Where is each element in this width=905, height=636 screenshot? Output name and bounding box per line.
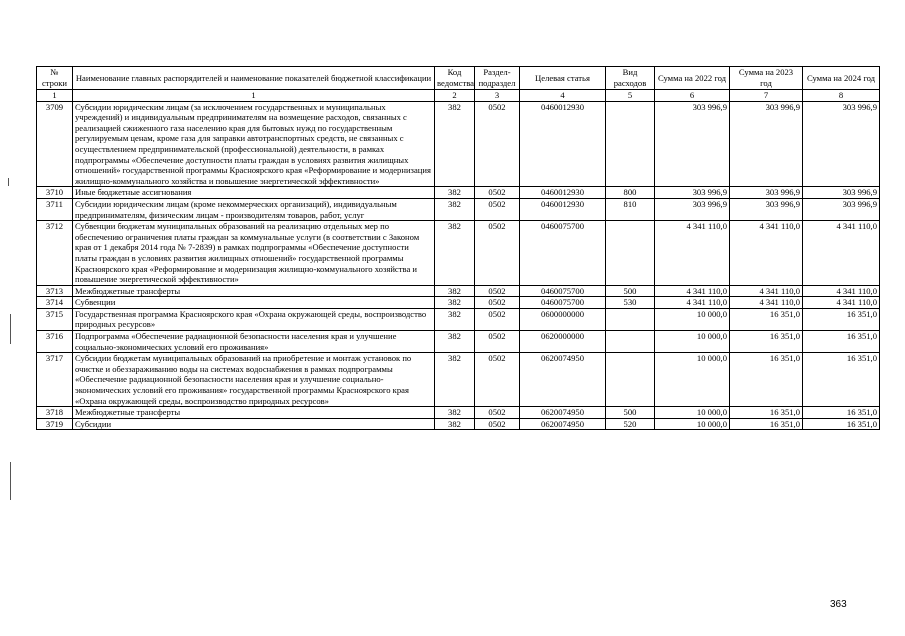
table-row xyxy=(37,353,880,407)
row-sum-2024: 16 351,0 xyxy=(803,353,880,407)
row-sum-2024: 4 341 110,0 xyxy=(803,297,880,309)
row-sum-2022: 4 341 110,0 xyxy=(655,221,730,286)
row-sum-2023: 303 996,9 xyxy=(730,198,803,220)
row-sum-2023: 303 996,9 xyxy=(730,101,803,187)
row-expense-type xyxy=(606,353,655,407)
row-sum-2024: 16 351,0 xyxy=(803,407,880,419)
row-number: 3710 xyxy=(37,187,73,199)
row-name: Субсидии юридическим лицам (кроме некоммерческих организаций), индивидуальным предпринимателям, физическим лицам - производителям товаров, работ, услуг xyxy=(73,198,435,220)
row-department-code: 382 xyxy=(435,221,475,286)
row-sum-2023: 16 351,0 xyxy=(730,407,803,419)
table-header-row xyxy=(37,67,880,90)
row-sum-2023: 303 996,9 xyxy=(730,187,803,199)
header-department-code: Код ведомства xyxy=(435,67,475,90)
row-number: 3711 xyxy=(37,198,73,220)
row-target-article: 0620074950 xyxy=(520,418,606,430)
row-number: 3712 xyxy=(37,221,73,286)
row-target-article: 0460012930 xyxy=(520,101,606,187)
scan-mark xyxy=(10,462,11,500)
table-row xyxy=(37,198,880,220)
row-department-code: 382 xyxy=(435,285,475,297)
row-target-article: 0460075700 xyxy=(520,285,606,297)
table-row xyxy=(37,221,880,286)
row-expense-type xyxy=(606,308,655,330)
column-number: 1 xyxy=(73,90,435,102)
row-number: 3714 xyxy=(37,297,73,309)
header-sum-2022: Сумма на 2022 год xyxy=(655,67,730,90)
row-section: 0502 xyxy=(475,407,520,419)
row-name: Межбюджетные трансферты xyxy=(73,407,435,419)
row-name: Субсидии бюджетам муниципальных образований на приобретение и монтаж установок по очистке и обеззараживанию воды на системах водоснабжения в рамках подпрограммы «Обеспечение радиационной безопасности населения края и улучшение социально-экономических условий его проживания» государственной программы Красноярского края «Охрана окружающей среды, воспроизводство природных ресурсов» xyxy=(73,353,435,407)
row-sum-2024: 16 351,0 xyxy=(803,418,880,430)
row-sum-2022: 10 000,0 xyxy=(655,308,730,330)
table-row xyxy=(37,331,880,353)
row-sum-2022: 303 996,9 xyxy=(655,198,730,220)
row-name: Субсидии xyxy=(73,418,435,430)
table-body xyxy=(37,101,880,430)
row-target-article: 0460075700 xyxy=(520,221,606,286)
row-sum-2022: 10 000,0 xyxy=(655,407,730,419)
row-sum-2024: 16 351,0 xyxy=(803,308,880,330)
column-number: 7 xyxy=(730,90,803,102)
row-section: 0502 xyxy=(475,187,520,199)
column-number-row xyxy=(37,90,880,102)
row-expense-type xyxy=(606,221,655,286)
row-department-code: 382 xyxy=(435,198,475,220)
row-sum-2022: 10 000,0 xyxy=(655,418,730,430)
row-sum-2023: 16 351,0 xyxy=(730,331,803,353)
row-sum-2022: 4 341 110,0 xyxy=(655,285,730,297)
row-number: 3713 xyxy=(37,285,73,297)
row-name: Подпрограмма «Обеспечение радиационной безопасности населения края и улучшение социально-экономических условий его проживания» xyxy=(73,331,435,353)
row-sum-2024: 303 996,9 xyxy=(803,187,880,199)
row-target-article: 0620000000 xyxy=(520,331,606,353)
row-sum-2022: 10 000,0 xyxy=(655,353,730,407)
row-expense-type: 530 xyxy=(606,297,655,309)
row-sum-2022: 4 341 110,0 xyxy=(655,297,730,309)
column-number: 2 xyxy=(435,90,475,102)
row-department-code: 382 xyxy=(435,308,475,330)
row-department-code: 382 xyxy=(435,297,475,309)
row-expense-type xyxy=(606,331,655,353)
row-sum-2023: 4 341 110,0 xyxy=(730,221,803,286)
column-number: 6 xyxy=(655,90,730,102)
row-name: Иные бюджетные ассигнования xyxy=(73,187,435,199)
row-number: 3716 xyxy=(37,331,73,353)
row-number: 3717 xyxy=(37,353,73,407)
row-department-code: 382 xyxy=(435,331,475,353)
table-row xyxy=(37,407,880,419)
row-target-article: 0620074950 xyxy=(520,407,606,419)
row-expense-type: 800 xyxy=(606,187,655,199)
row-sum-2023: 16 351,0 xyxy=(730,308,803,330)
row-expense-type: 810 xyxy=(606,198,655,220)
scan-mark xyxy=(8,178,9,186)
row-sum-2023: 4 341 110,0 xyxy=(730,285,803,297)
row-sum-2022: 303 996,9 xyxy=(655,187,730,199)
row-section: 0502 xyxy=(475,101,520,187)
row-sum-2022: 303 996,9 xyxy=(655,101,730,187)
row-expense-type: 500 xyxy=(606,407,655,419)
row-expense-type xyxy=(606,101,655,187)
row-section: 0502 xyxy=(475,297,520,309)
header-section: Раздел-подраздел xyxy=(475,67,520,90)
row-number: 3718 xyxy=(37,407,73,419)
row-expense-type: 520 xyxy=(606,418,655,430)
table-row xyxy=(37,187,880,199)
row-department-code: 382 xyxy=(435,407,475,419)
table-row xyxy=(37,308,880,330)
row-name: Субсидии юридическим лицам (за исключением государственных и муниципальных учреждений) и индивидуальным предпринимателям на возмещение расходов, связанных с реализацией сжиженного газа населению края для бытовых нужд по государственным регулируемым ценам, кроме газа для заправки автотранспортных средств, не связанных с осуществлением предпринимательской (профессиональной) деятельности, в рамках подпрограммы «Обеспечение доступности платы граждан в условиях развития жилищных отношений» государственной программы Красноярского края «Реформирование и модернизация жилищно-коммунального хозяйства и повышение энергетической эффективности» xyxy=(73,101,435,187)
row-department-code: 382 xyxy=(435,101,475,187)
row-section: 0502 xyxy=(475,221,520,286)
column-number: 4 xyxy=(520,90,606,102)
column-number: 5 xyxy=(606,90,655,102)
row-name: Субвенции бюджетам муниципальных образований на реализацию отдельных мер по обеспечению ограничения платы граждан за коммунальные услуги (в соответствии с Законом края от 1 декабря 2014 года № 7-2839) в рамках подпрограммы «Обеспечение доступности платы граждан в условиях развития жилищных отношений» государственной программы Красноярского края «Реформирование и модернизация жилищно-коммунального хозяйства и повышение энергетической эффективности» xyxy=(73,221,435,286)
row-section: 0502 xyxy=(475,331,520,353)
table-row xyxy=(37,418,880,430)
row-sum-2023: 16 351,0 xyxy=(730,418,803,430)
row-sum-2024: 4 341 110,0 xyxy=(803,221,880,286)
row-section: 0502 xyxy=(475,308,520,330)
row-sum-2024: 303 996,9 xyxy=(803,101,880,187)
row-sum-2024: 4 341 110,0 xyxy=(803,285,880,297)
row-section: 0502 xyxy=(475,353,520,407)
budget-table xyxy=(36,66,880,430)
row-target-article: 0620074950 xyxy=(520,353,606,407)
row-sum-2024: 16 351,0 xyxy=(803,331,880,353)
row-target-article: 0600000000 xyxy=(520,308,606,330)
table-row xyxy=(37,285,880,297)
row-name: Межбюджетные трансферты xyxy=(73,285,435,297)
column-number: 3 xyxy=(475,90,520,102)
row-section: 0502 xyxy=(475,285,520,297)
row-sum-2023: 16 351,0 xyxy=(730,353,803,407)
column-number: 1 xyxy=(37,90,73,102)
table-row xyxy=(37,101,880,187)
table-row xyxy=(37,297,880,309)
header-sum-2024: Сумма на 2024 год xyxy=(803,67,880,90)
header-name: Наименование главных распорядителей и наименование показателей бюджетной классификации xyxy=(73,67,435,90)
row-sum-2024: 303 996,9 xyxy=(803,198,880,220)
row-name: Субвенции xyxy=(73,297,435,309)
row-name: Государственная программа Красноярского края «Охрана окружающей среды, воспроизводство природных ресурсов» xyxy=(73,308,435,330)
row-number: 3719 xyxy=(37,418,73,430)
row-sum-2022: 10 000,0 xyxy=(655,331,730,353)
row-number: 3715 xyxy=(37,308,73,330)
header-row-number: № строки xyxy=(37,67,73,90)
row-target-article: 0460012930 xyxy=(520,187,606,199)
page-number: 363 xyxy=(830,599,847,610)
row-department-code: 382 xyxy=(435,353,475,407)
header-expense-type: Вид расходов xyxy=(606,67,655,90)
header-target-article: Целевая статья xyxy=(520,67,606,90)
row-section: 0502 xyxy=(475,418,520,430)
row-sum-2023: 4 341 110,0 xyxy=(730,297,803,309)
scan-mark xyxy=(10,314,11,344)
row-section: 0502 xyxy=(475,198,520,220)
row-department-code: 382 xyxy=(435,418,475,430)
row-target-article: 0460012930 xyxy=(520,198,606,220)
column-number: 8 xyxy=(803,90,880,102)
row-number: 3709 xyxy=(37,101,73,187)
header-sum-2023: Сумма на 2023 год xyxy=(730,67,803,90)
row-expense-type: 500 xyxy=(606,285,655,297)
row-department-code: 382 xyxy=(435,187,475,199)
row-target-article: 0460075700 xyxy=(520,297,606,309)
